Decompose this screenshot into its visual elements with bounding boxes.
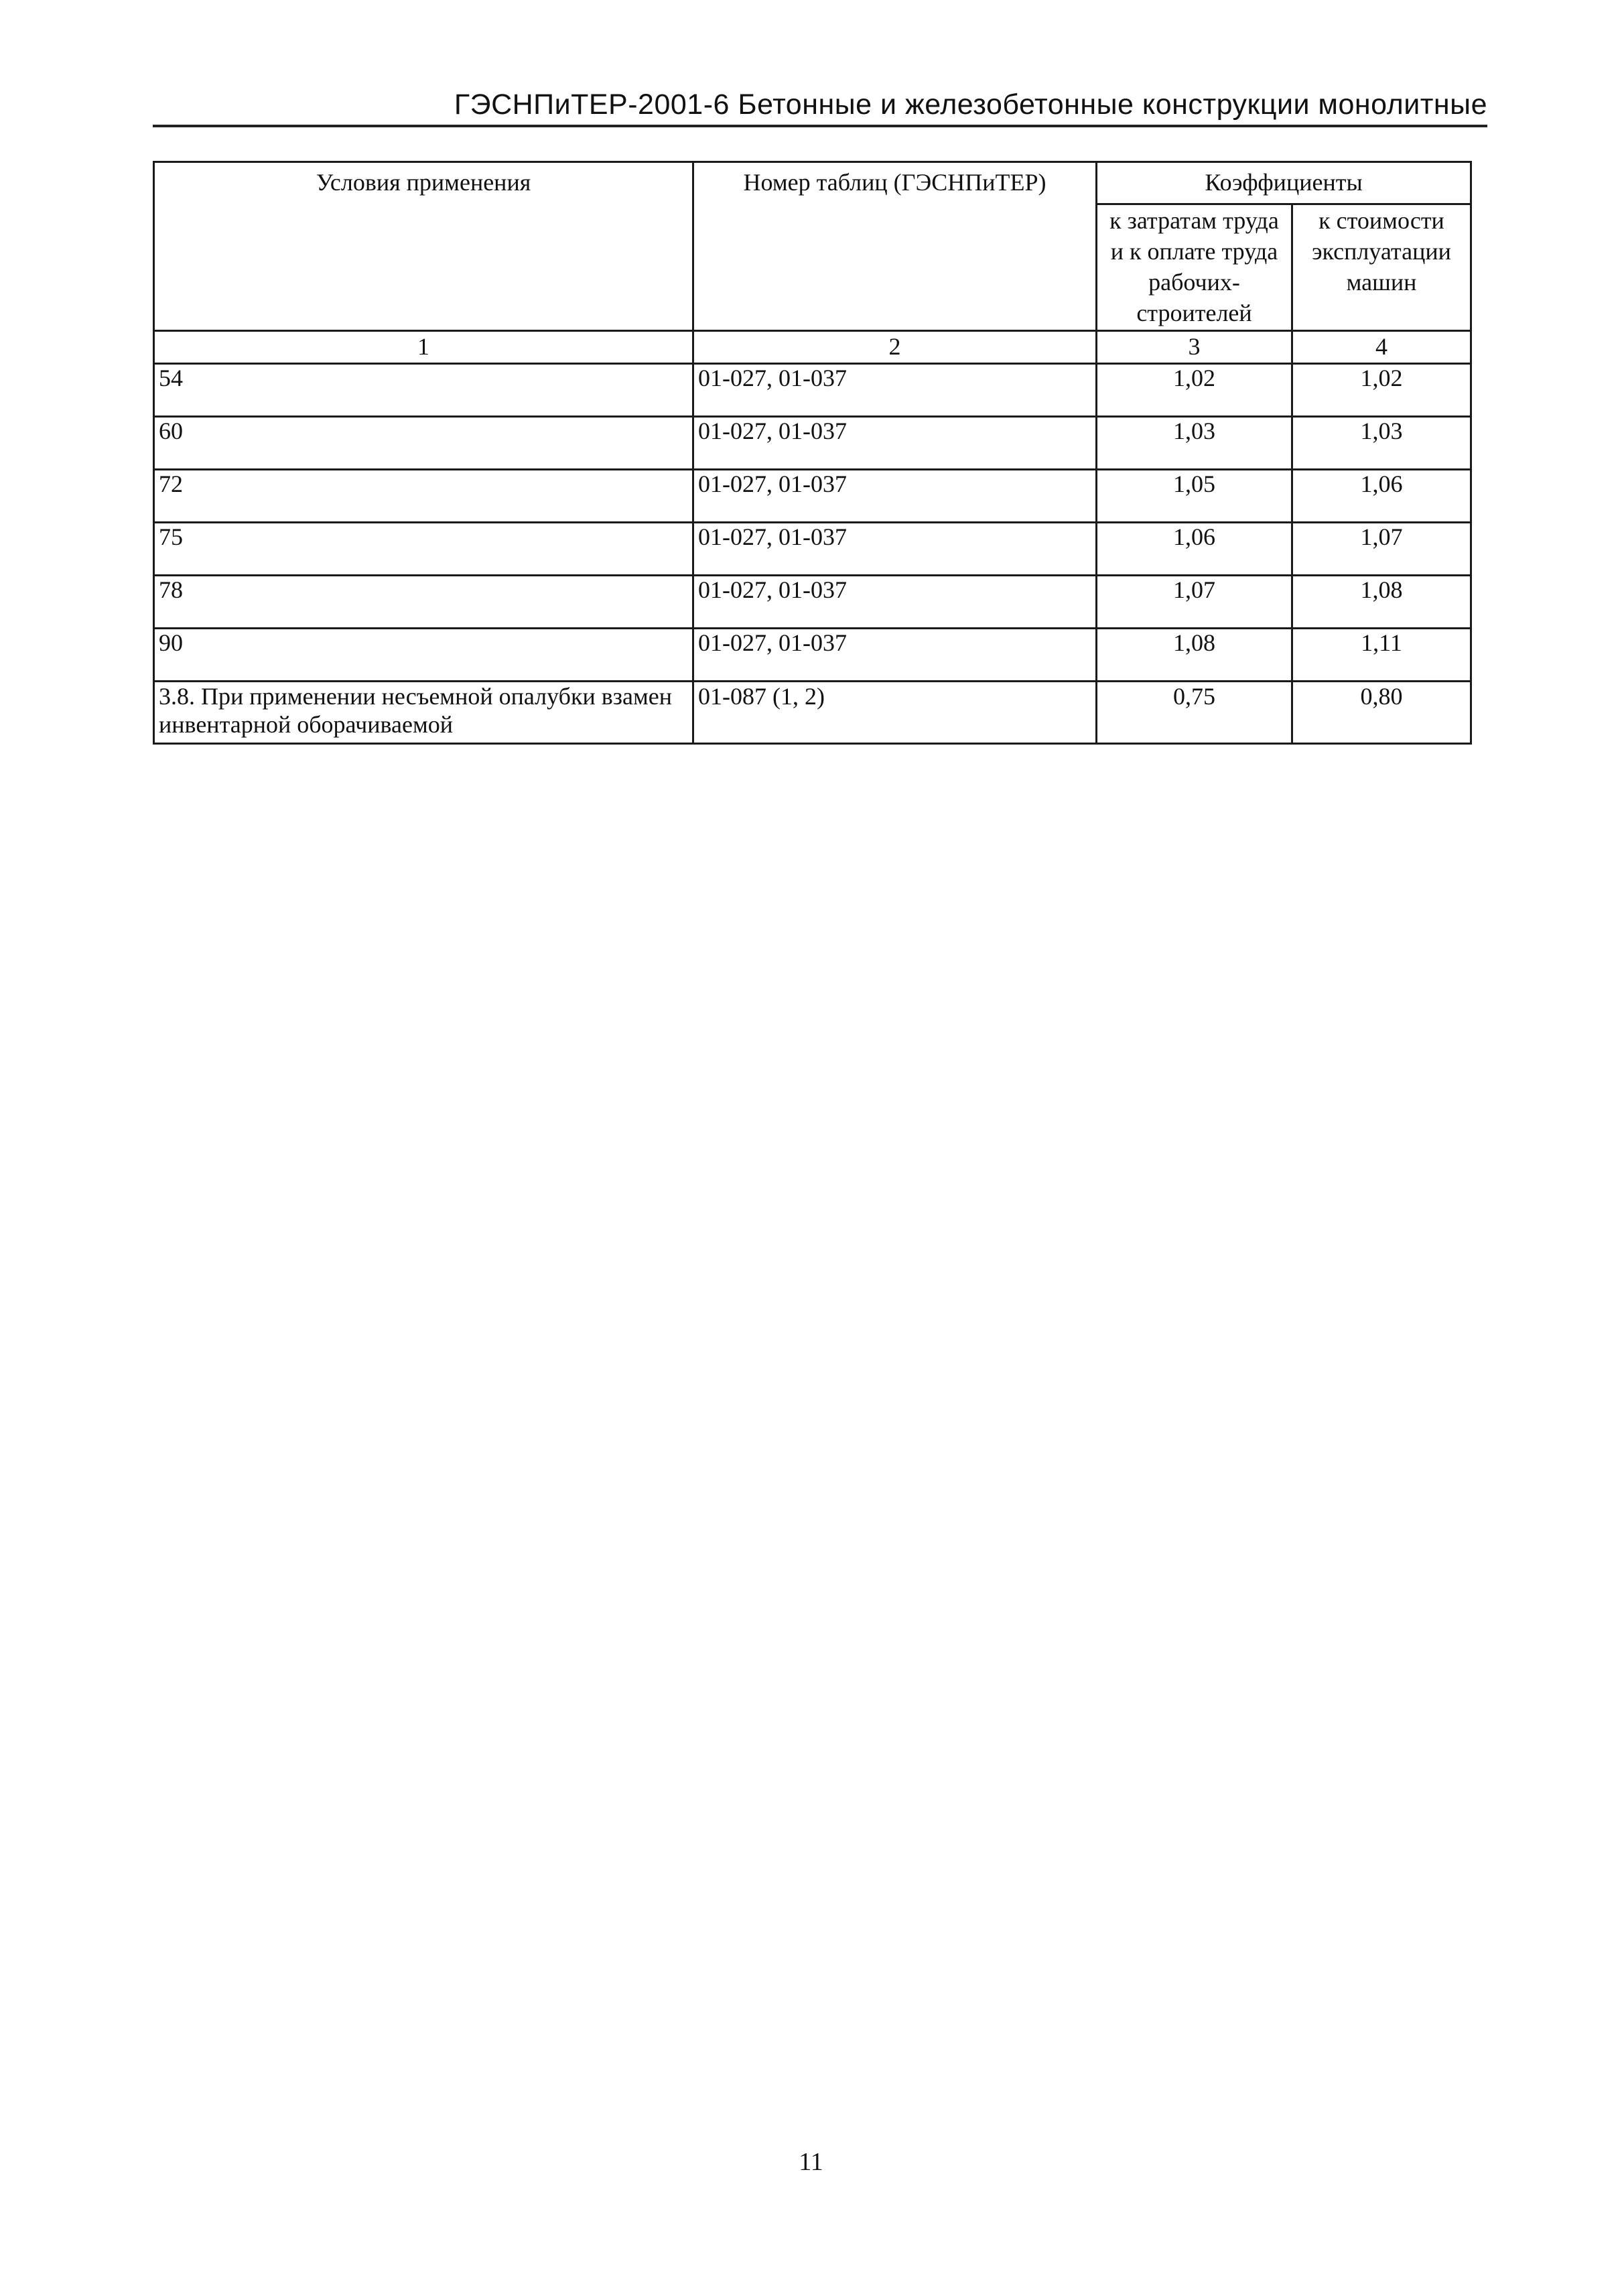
condition-cell: 60 (154, 417, 693, 470)
tables-cell: 01-027, 01-037 (693, 629, 1097, 682)
table-row (154, 682, 1471, 744)
tables-cell: 01-087 (1, 2) (693, 682, 1097, 744)
tables-cell: 01-027, 01-037 (693, 523, 1097, 576)
tables-cell: 01-027, 01-037 (693, 417, 1097, 470)
condition-cell: 72 (154, 470, 693, 523)
col-header-machines: к стоимости эксплуатации машин (1292, 204, 1471, 331)
running-header: ГЭСНПиТЕР-2001-6 Бетонные и железобетонные конструкции монолитные (153, 84, 1487, 127)
column-number: 2 (693, 331, 1097, 364)
table-row (154, 364, 1471, 417)
machine-coef-cell: 1,06 (1292, 470, 1471, 523)
col-header-labor: к затратам труда и к оплате труда рабочих-строителей (1097, 204, 1292, 331)
tables-cell: 01-027, 01-037 (693, 576, 1097, 629)
table-row (154, 470, 1471, 523)
condition-cell: 78 (154, 576, 693, 629)
condition-cell: 3.8. При применении несъемной опалубки взамен инвентарной оборачиваемой (154, 682, 693, 744)
condition-cell: 54 (154, 364, 693, 417)
condition-cell: 90 (154, 629, 693, 682)
column-number: 3 (1097, 331, 1292, 364)
machine-coef-cell: 1,03 (1292, 417, 1471, 470)
labor-coef-cell: 1,05 (1097, 470, 1292, 523)
machine-coef-cell: 1,07 (1292, 523, 1471, 576)
column-number: 4 (1292, 331, 1471, 364)
machine-coef-cell: 0,80 (1292, 682, 1471, 744)
labor-coef-cell: 0,75 (1097, 682, 1292, 744)
table-row (154, 576, 1471, 629)
column-number: 1 (154, 331, 693, 364)
machine-coef-cell: 1,08 (1292, 576, 1471, 629)
labor-coef-cell: 1,07 (1097, 576, 1292, 629)
table-row (154, 523, 1471, 576)
page-number: 11 (799, 2148, 823, 2176)
col-header-coefficients: Коэффициенты (1097, 162, 1471, 204)
col-header-table-numbers: Номер таблиц (ГЭСНПиТЕР) (693, 162, 1097, 331)
tables-cell: 01-027, 01-037 (693, 364, 1097, 417)
condition-cell: 75 (154, 523, 693, 576)
col-header-conditions: Условия применения (154, 162, 693, 331)
labor-coef-cell: 1,03 (1097, 417, 1292, 470)
tables-cell: 01-027, 01-037 (693, 470, 1097, 523)
labor-coef-cell: 1,08 (1097, 629, 1292, 682)
labor-coef-cell: 1,06 (1097, 523, 1292, 576)
table-row (154, 417, 1471, 470)
coefficients-table (153, 161, 1472, 745)
machine-coef-cell: 1,11 (1292, 629, 1471, 682)
table-row (154, 629, 1471, 682)
machine-coef-cell: 1,02 (1292, 364, 1471, 417)
labor-coef-cell: 1,02 (1097, 364, 1292, 417)
